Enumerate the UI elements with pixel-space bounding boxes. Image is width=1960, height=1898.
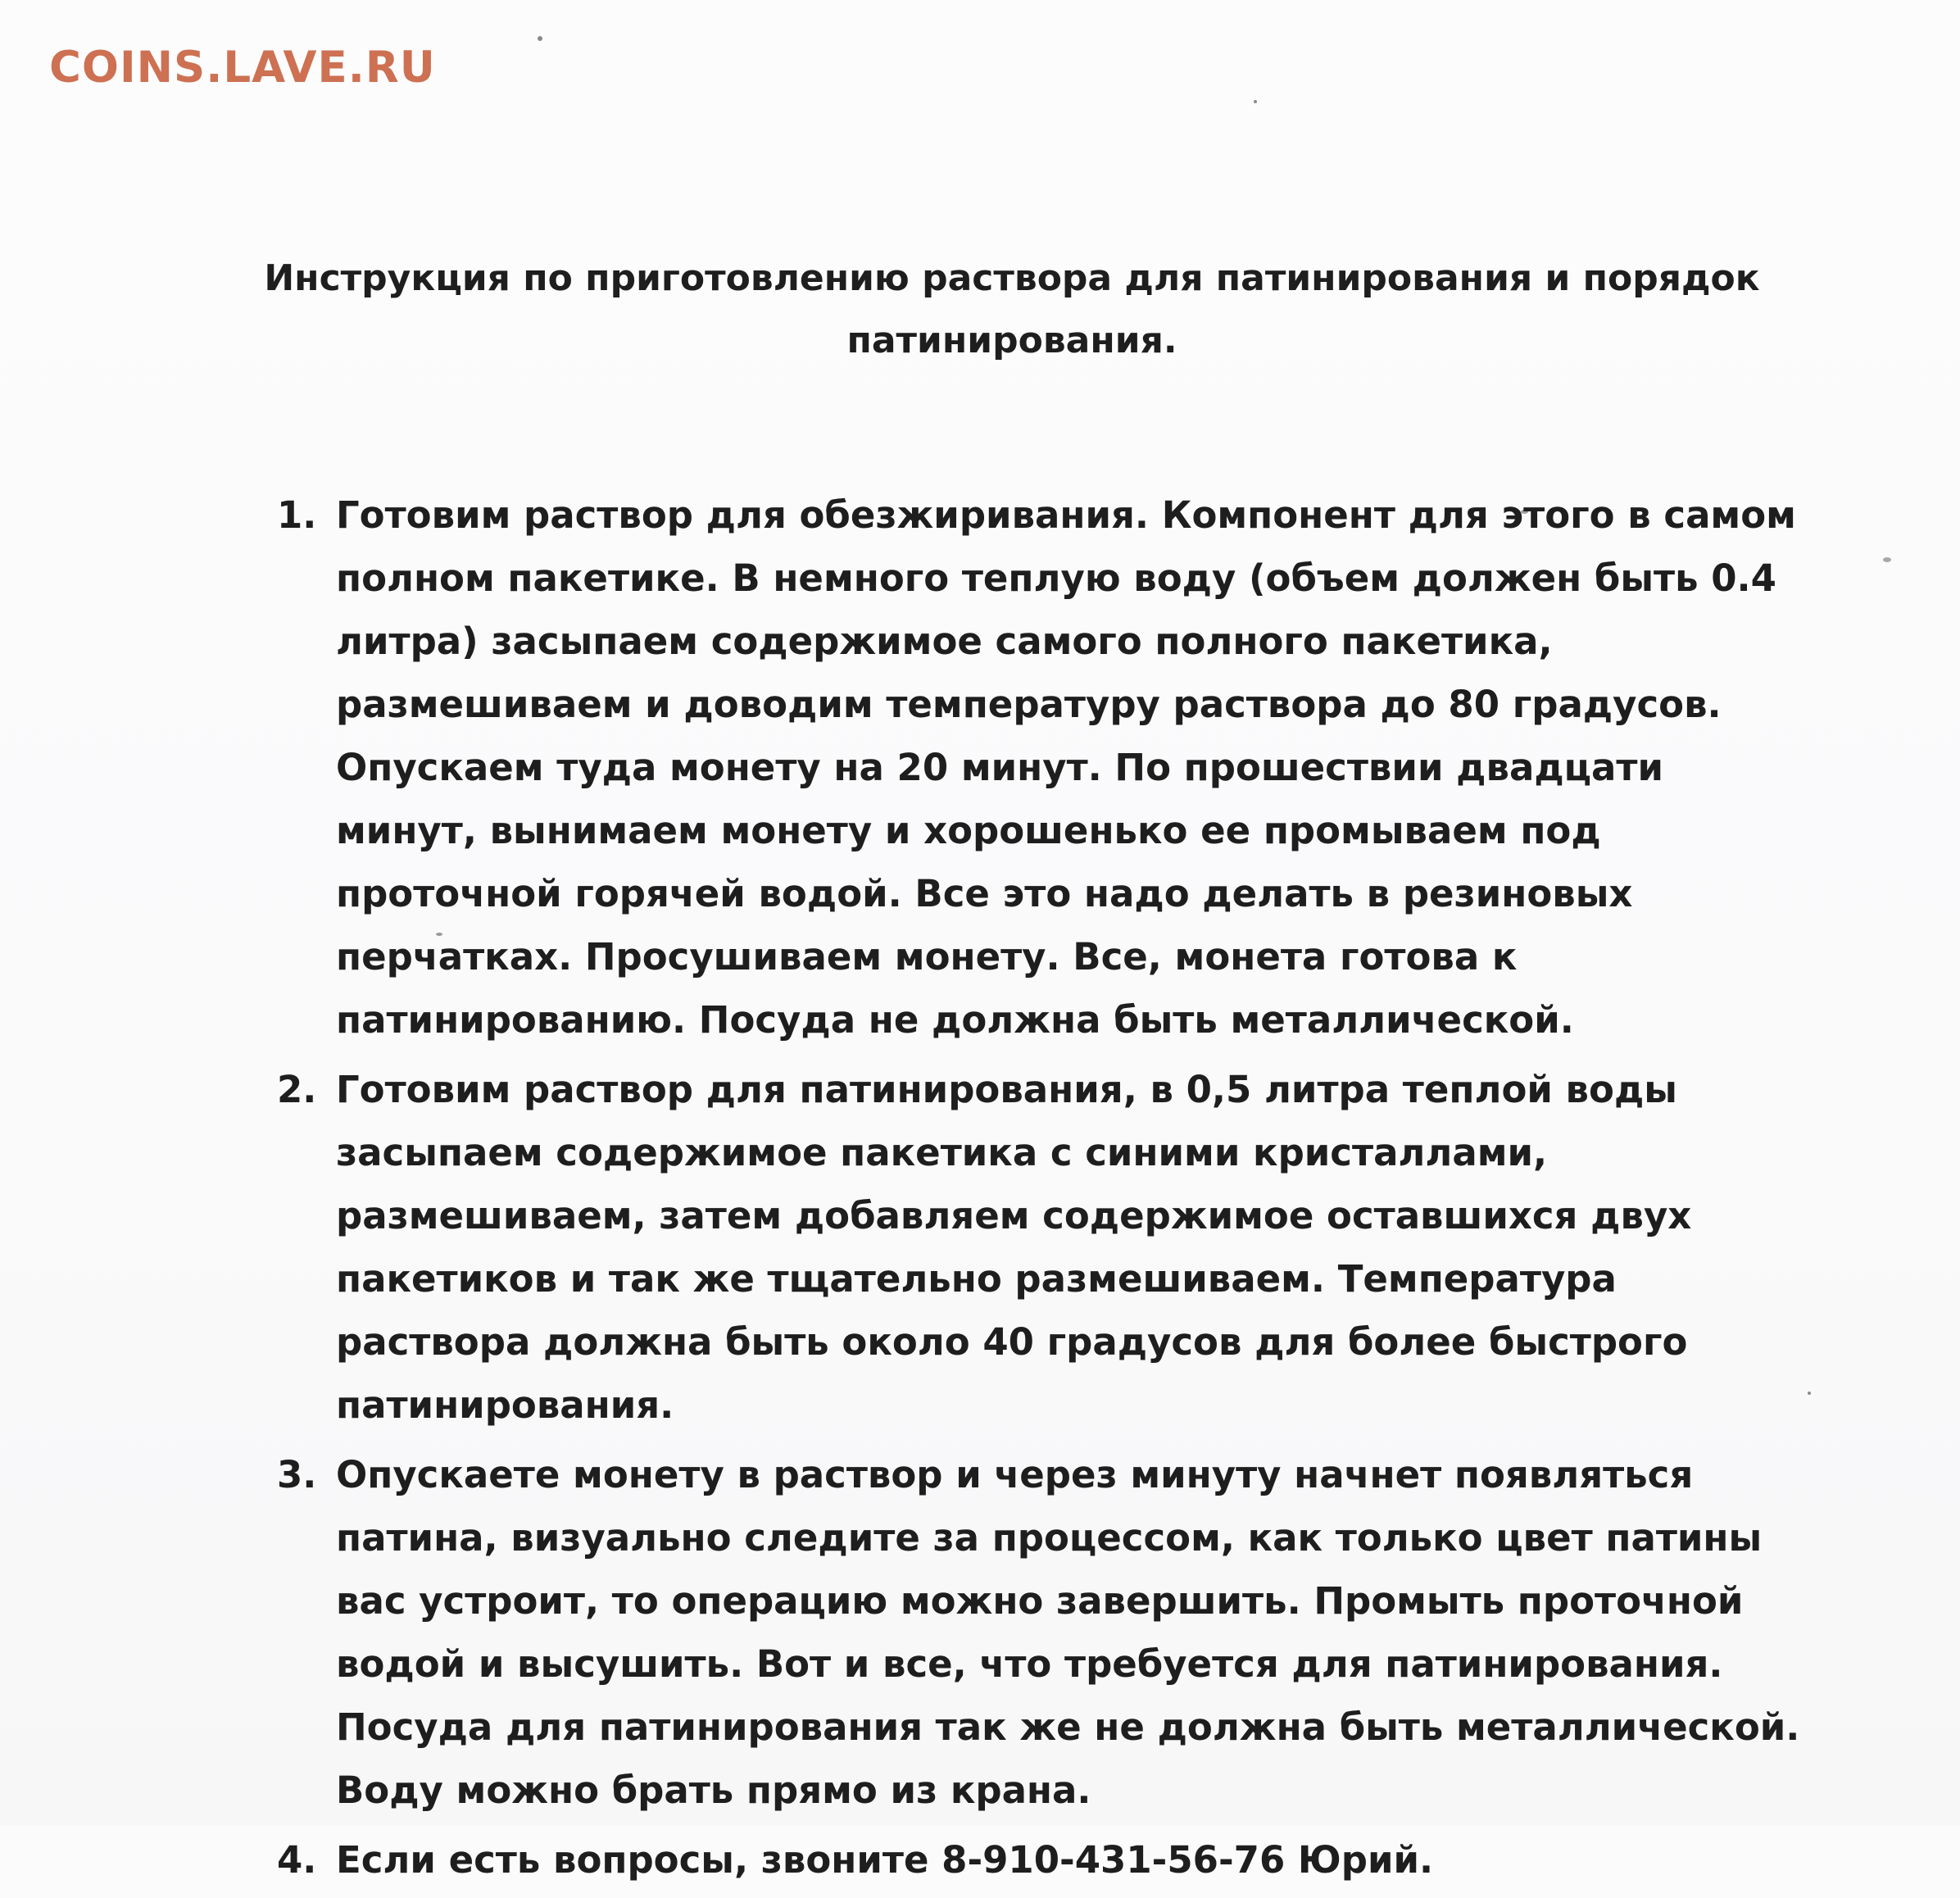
document-title: Инструкция по приготовлению раствора для патинирования и порядок патинирования. — [264, 257, 1760, 361]
step-number: 4. — [277, 1838, 317, 1882]
scan-speck — [1883, 557, 1891, 562]
step-number: 3. — [277, 1453, 317, 1496]
instruction-step — [254, 1443, 1811, 1822]
instruction-list — [254, 484, 1811, 1898]
step-number: 1. — [277, 493, 317, 537]
instruction-step — [254, 1828, 1811, 1891]
scan-speck — [538, 36, 542, 41]
step-text: Опускаете монету в раствор и через минуту начнет появляться патина, визуально следите за процессом, как только цвет патины вас устроит, то операцию можно завершить. Промыть проточной водой и высушить. Вот и все, что требуется для патинирования. Посуда для патинирования так же не должна быть металлической. Воду можно брать прямо из крана. — [336, 1453, 1800, 1812]
step-text: Готовим раствор для обезжиривания. Компонент для этого в самом полном пакетике. В немного теплую воду (объем должен быть 0.4 литра) засыпаем содержимое самого полного пакетика, размешиваем и доводим температуру раствора до 80 градусов. Опускаем туда монету на 20 минут. По прошествии двадцати минут, вынимаем монету и хорошенько ее промываем под проточной горячей водой. Все это надо делать в резиновых перчатках. Просушиваем монету. Все, монета готова к патинированию. Посуда не должна быть металлической. — [336, 493, 1796, 1042]
scan-speck — [1254, 100, 1257, 103]
instruction-step — [254, 484, 1811, 1051]
step-number: 2. — [277, 1068, 317, 1111]
instruction-step — [254, 1058, 1811, 1437]
step-text: Готовим раствор для патинирования, в 0,5 литра теплой воды засыпаем содержимое пакетика с синими кристаллами, размешиваем, затем добавляем содержимое оставшихся двух пакетиков и так же тщательно размешиваем. Температура раствора должна быть около 40 градусов для более быстрого патинирования. — [336, 1068, 1692, 1427]
site-watermark: COINS.LAVE.RU — [49, 43, 436, 93]
step-text: Если есть вопросы, звоните 8-910-431-56-76 Юрий. — [336, 1838, 1434, 1882]
